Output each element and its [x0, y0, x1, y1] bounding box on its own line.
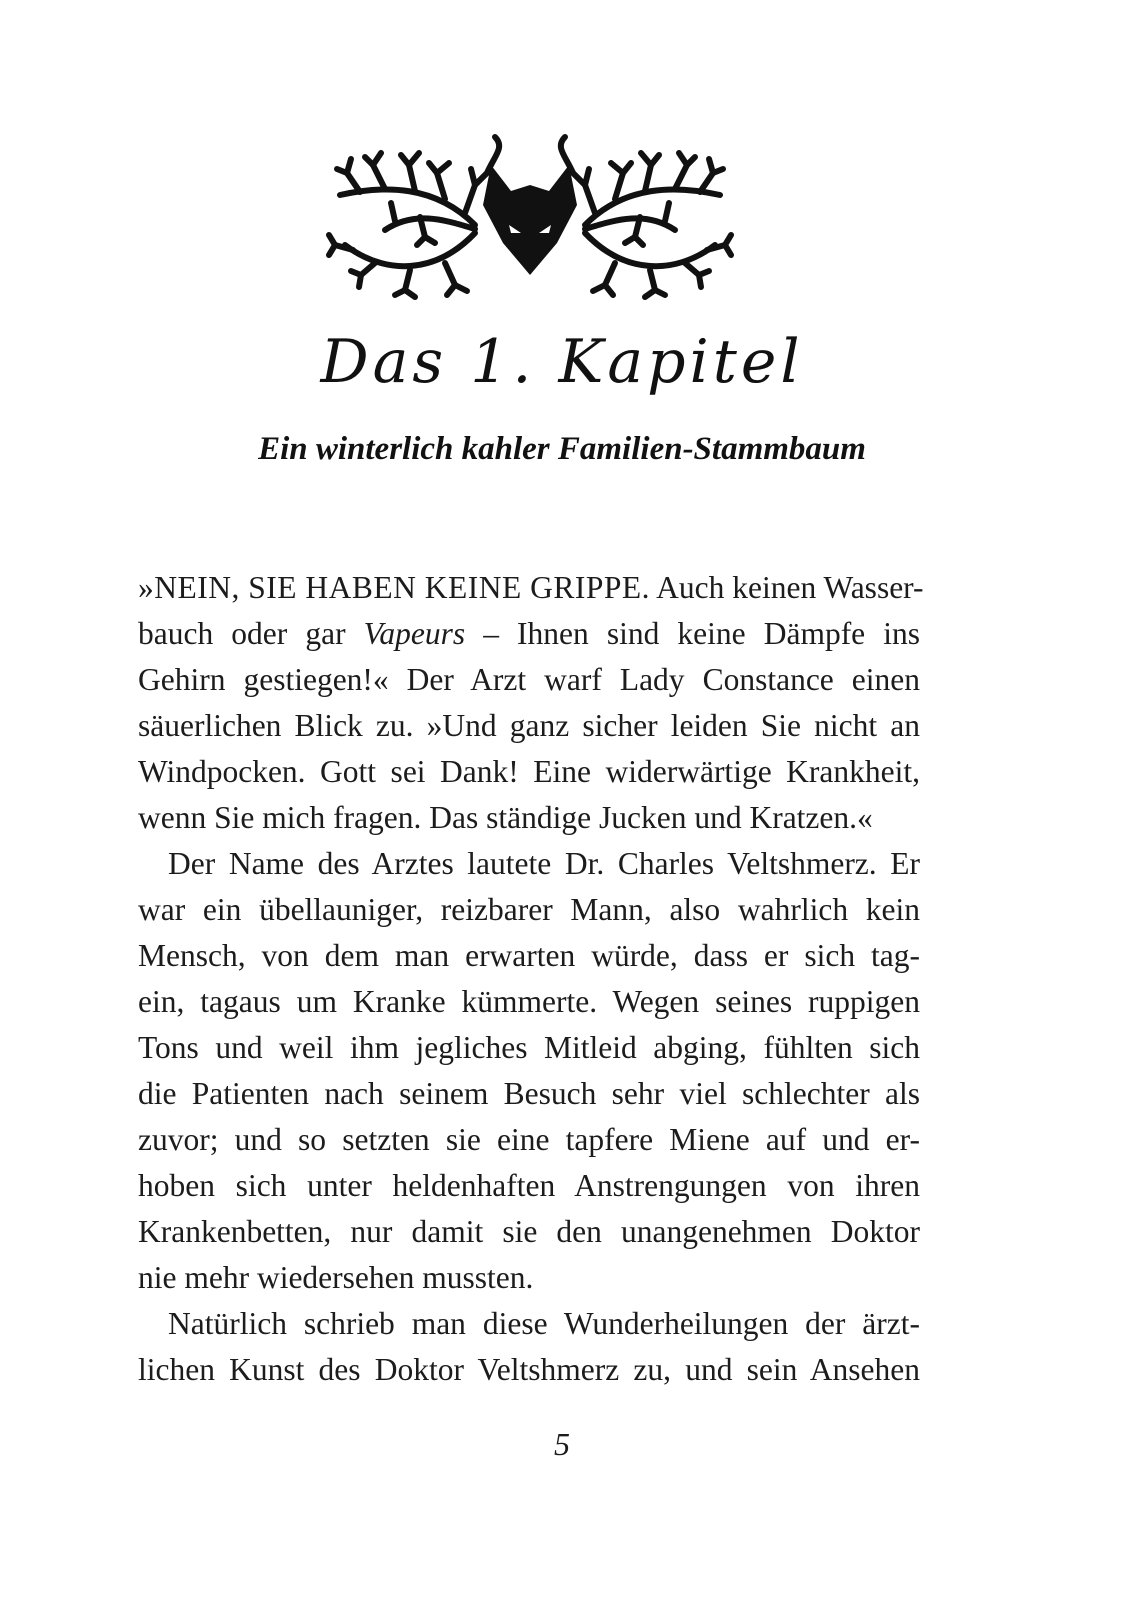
body-text — [138, 565, 924, 1393]
text-line: hoben sich unter heldenhaften Anstrengungen von ihren — [138, 1168, 920, 1203]
text-line: zuvor; und so setzten sie eine tapfere Miene auf und er- — [138, 1122, 920, 1157]
text-line: ein, tagaus um Kranke kümmerte. Wegen seines ruppigen — [138, 984, 920, 1019]
text-line: lichen Kunst des Doktor Veltshmerz zu, und sein Ansehen — [138, 1352, 920, 1387]
fox-head-with-branches-icon — [325, 125, 735, 300]
paragraph — [138, 841, 920, 1301]
text-line: Der Name des Arztes lautete Dr. Charles Veltshmerz. Er — [168, 846, 920, 881]
text-line: wenn Sie mich fragen. Das ständige Jucken und Kratzen.« — [138, 800, 873, 835]
text-line: Gehirn gestiegen!« Der Arzt warf Lady Constance einen — [138, 662, 920, 697]
text-line: »NEIN, SIE HABEN KEINE GRIPPE. Auch keinen Wasser- — [138, 570, 924, 605]
text-line: Natürlich schrieb man diese Wunderheilungen der ärzt- — [168, 1306, 920, 1341]
paragraph — [138, 565, 924, 841]
paragraph — [138, 1301, 920, 1393]
text-line: war ein übellauniger, reizbarer Mann, also wahrlich kein — [138, 892, 920, 927]
chapter-title: Das 1. Kapitel — [320, 327, 804, 397]
text-line: Tons und weil ihm jegliches Mitleid abging, fühlten sich — [138, 1030, 920, 1065]
text-line: bauch oder gar Vapeurs – Ihnen sind keine Dämpfe ins — [138, 616, 920, 651]
text-line: säuerlichen Blick zu. »Und ganz sicher leiden Sie nicht an — [138, 708, 920, 743]
text-line: die Patienten nach seinem Besuch sehr viel schlechter als — [138, 1076, 920, 1111]
chapter-subtitle: Ein winterlich kahler Familien-Stammbaum — [258, 431, 866, 467]
text-line: Krankenbetten, nur damit sie den unangenehmen Doktor — [138, 1214, 920, 1249]
text-line: nie mehr wiedersehen mussten. — [138, 1260, 534, 1295]
fox-head — [483, 165, 577, 275]
text-line: Windpocken. Gott sei Dank! Eine widerwärtige Krankheit, — [138, 754, 920, 789]
text-line: Mensch, von dem man erwarten würde, dass er sich tag- — [138, 938, 920, 973]
italic-word: Vapeurs — [363, 616, 466, 651]
small-caps-opening: »NEIN, SIE HABEN KEINE GRIPPE. — [138, 570, 650, 605]
page-number: 5 — [554, 1426, 570, 1462]
